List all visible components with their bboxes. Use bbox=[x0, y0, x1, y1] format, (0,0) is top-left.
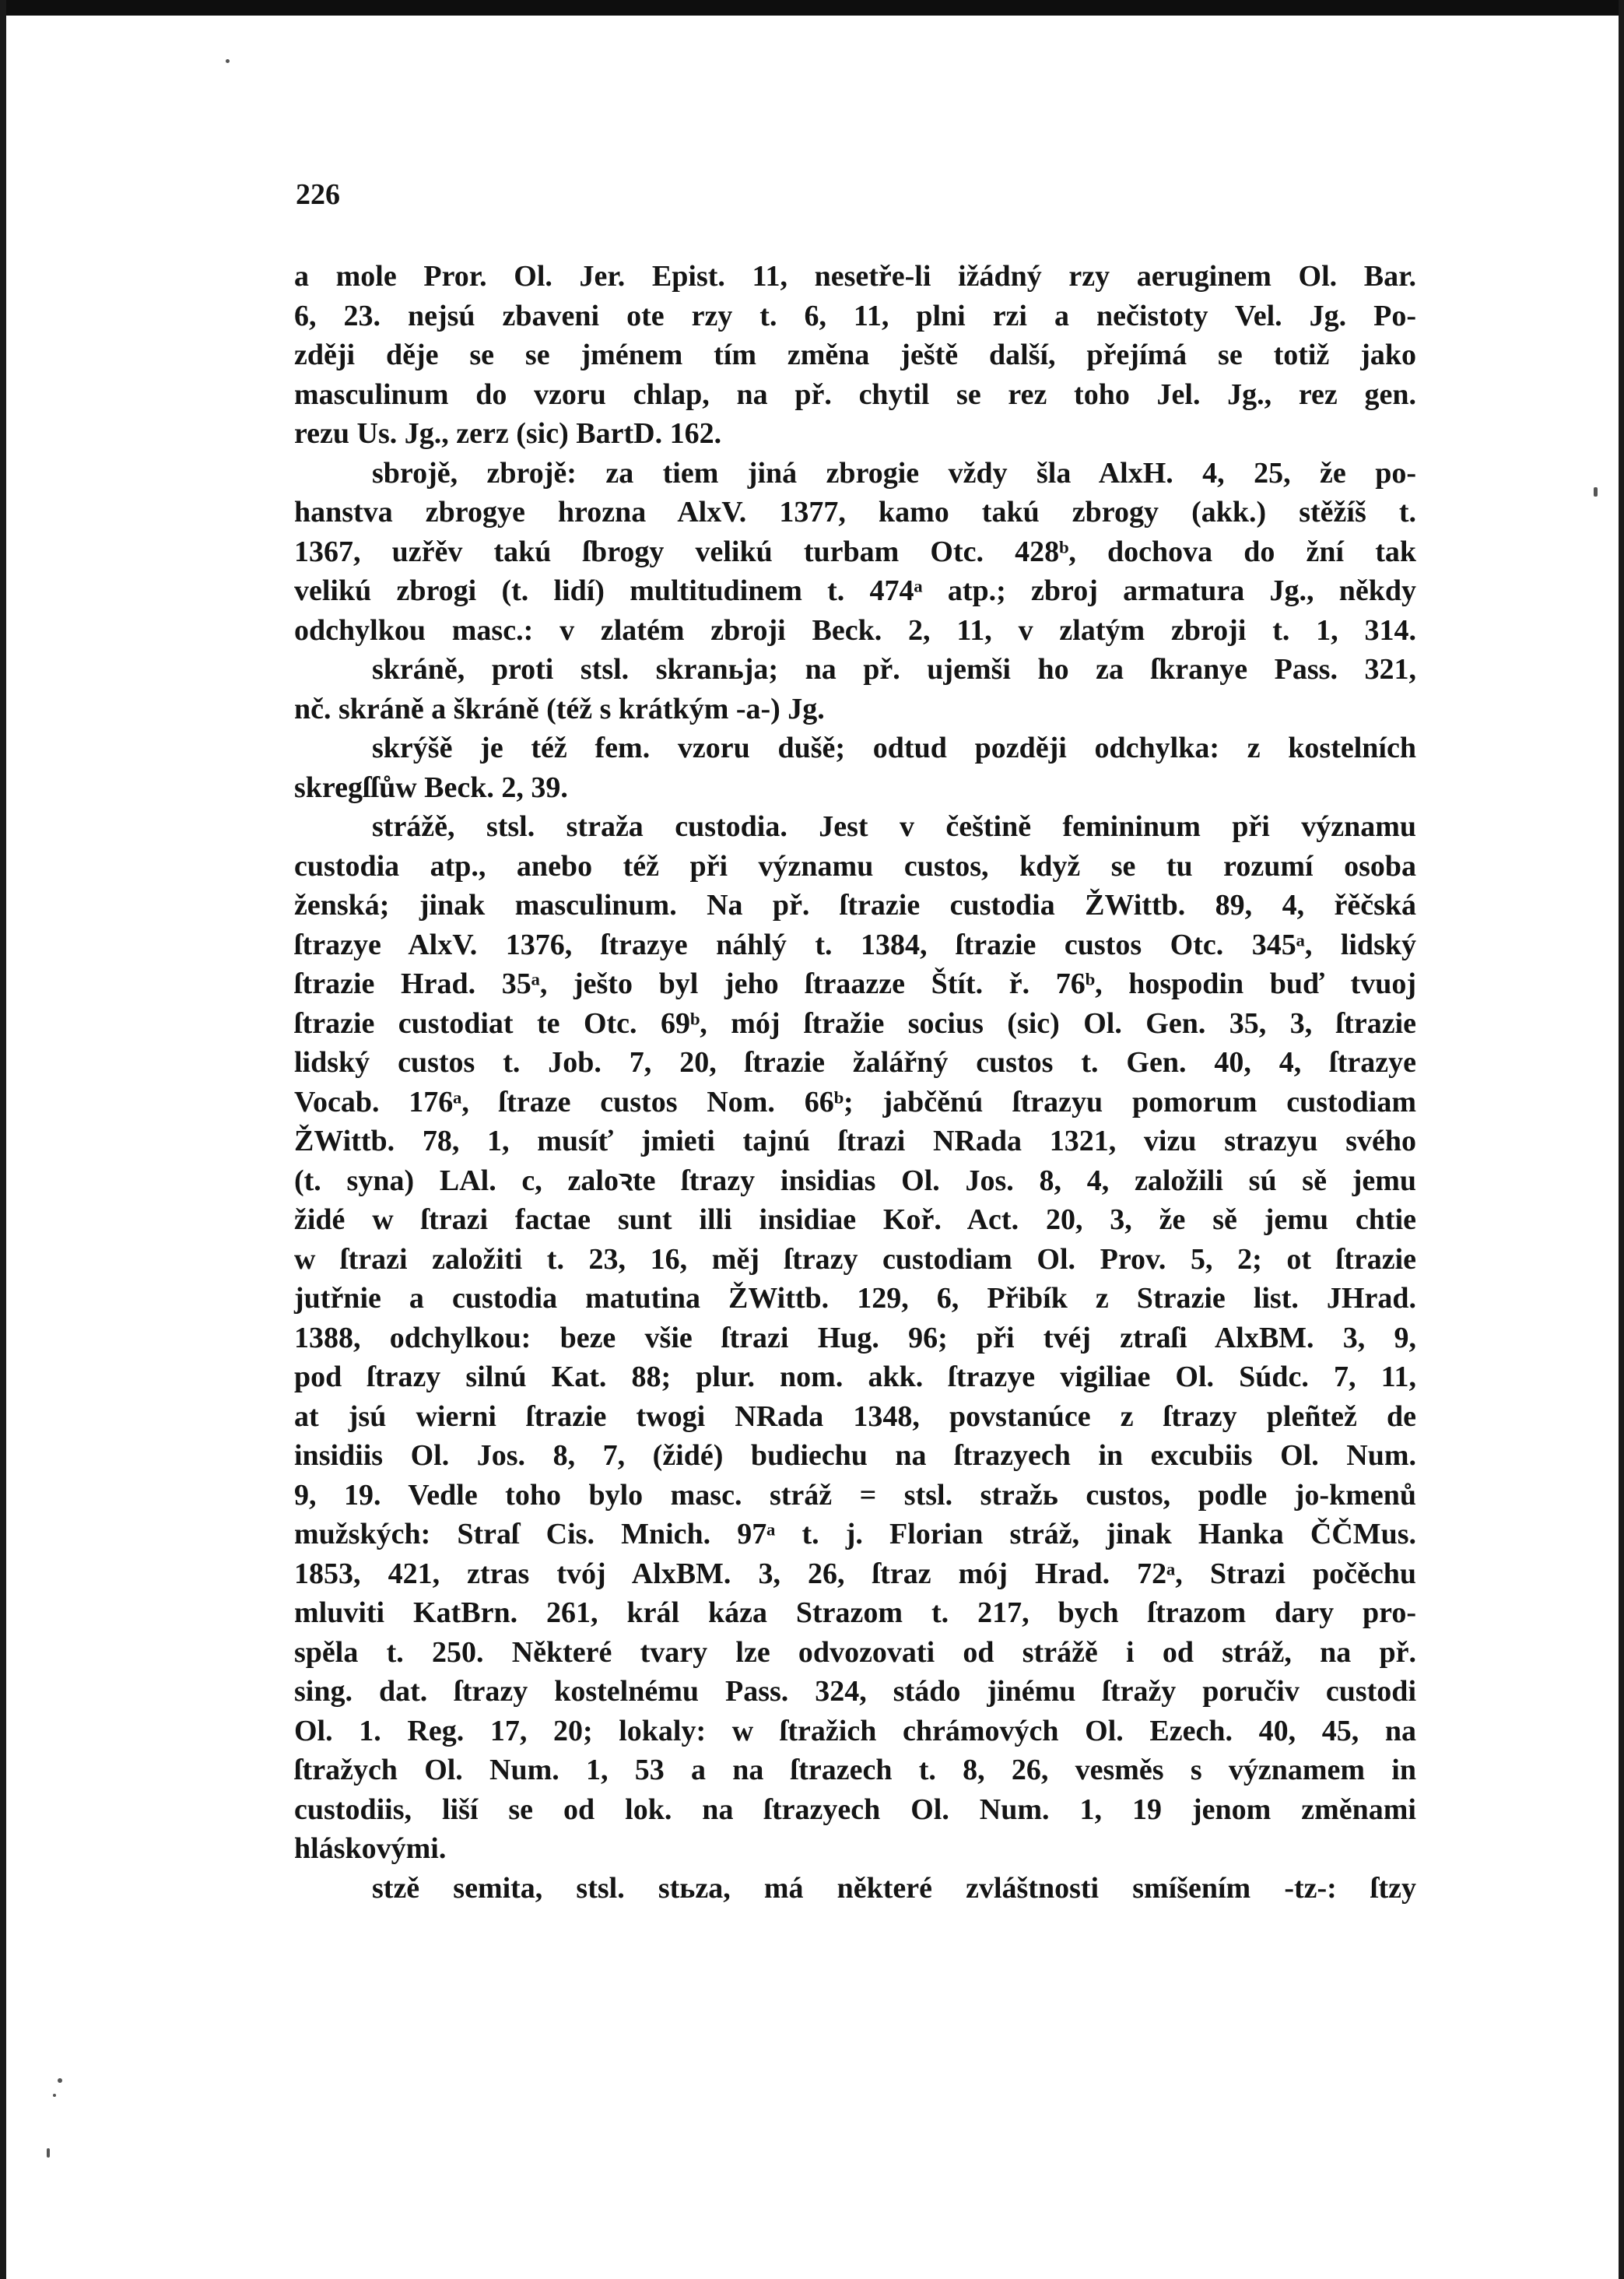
text-line: ſtražych Ol. Num. 1, 53 a na ſtrazech t. 8, 26, vesměs s významem in bbox=[294, 1754, 1416, 1786]
text-line: pod ſtrazy silnú Kat. 88; plur. nom. akk. ſtrazye vigiliae Ol. Súdc. 7, 11, bbox=[294, 1361, 1416, 1393]
scan-speck bbox=[58, 2078, 62, 2083]
text-line: w ſtrazi založiti t. 23, 16, měj ſtrazy custodiam Ol. Prov. 5, 2; ot ſtrazie bbox=[294, 1242, 1416, 1276]
text-line: 1367, uzřěv takú ſbrogy velikú turbam Otc. 428ᵇ, dochova do žní tak bbox=[294, 535, 1416, 568]
text-line: nč. skráně a škráně (též s krátkým -a-) Jg. bbox=[294, 692, 825, 725]
entry-line-sbroje: sbrojě, zbrojě: za tiem jiná zbrogie vždy šla AlxH. 4, 25, že po- bbox=[372, 456, 1416, 490]
text-line: ŽWittb. 78, 1, musíť jmieti tajnú ſtrazi NRada 1321, vizu strazyu svého bbox=[294, 1125, 1416, 1157]
text-line: zději děje se se jménem tím změna ještě další, přejímá se totiž jako bbox=[294, 339, 1416, 371]
text-line: Ol. 1. Reg. 17, 20; lokaly: w ſtražich chrámových Ol. Ezech. 40, 45, na bbox=[294, 1714, 1416, 1747]
entry-line-stze: stzě semita, stsl. stьza, má některé zvláštnosti smíšením -tz-: ſtzy bbox=[372, 1871, 1416, 1905]
text-line: 6, 23. nejsú zbaveni ote rzy t. 6, 11, plni rzi a nečistoty Vel. Jg. Po- bbox=[294, 299, 1416, 332]
text-line: 1388, odchylkou: beze všie ſtrazi Hug. 96; při tvéj ztraſi AlxBM. 3, 9, bbox=[294, 1321, 1416, 1354]
scan-speck bbox=[1594, 487, 1598, 497]
text-line: 1853, 421, ztras tvój AlxBM. 3, 26, ſtraz mój Hrad. 72ᵃ, Strazi počěchu bbox=[294, 1557, 1416, 1590]
entry-line-skryse: skrýšě je též fem. vzoru dušě; odtud později odchylka: z kostelních bbox=[372, 732, 1416, 764]
text-line: mluviti KatBrn. 261, král káza Strazom t. 217, bych ſtrazom dary pro- bbox=[294, 1596, 1416, 1629]
entry-line-straze: strážě, stsl. straža custodia. Jest v češtině femininum při významu bbox=[372, 810, 1416, 843]
page-number: 226 bbox=[296, 178, 340, 211]
scan-speck bbox=[226, 59, 230, 63]
text-line: odchylkou masc.: v zlatém zbroji Beck. 2, 11, v zlatým zbroji t. 1, 314. bbox=[294, 613, 1416, 647]
entry-line-skrane: skráně, proti stsl. skranьja; na př. ujemši ho za ſkranye Pass. 321, bbox=[372, 653, 1416, 686]
text-line: custodia atp., anebo též při významu custos, když se tu rozumí osoba bbox=[294, 849, 1416, 883]
text-line: sing. dat. ſtrazy kostelnému Pass. 324, stádo jinému ſtražy poručiv custodi bbox=[294, 1675, 1416, 1708]
text-line: custodiis, liší se od lok. na ſtrazyech Ol. Num. 1, 19 jenom změnami bbox=[294, 1793, 1416, 1826]
text-line: ſtrazie custodiat te Otc. 69ᵇ, mój ſtražie socius (sic) Ol. Gen. 35, 3, ſtrazie bbox=[294, 1006, 1416, 1040]
scan-speck bbox=[53, 2094, 56, 2097]
text-line: ſtrazye AlxV. 1376, ſtrazye náhlý t. 1384, ſtrazie custos Otc. 345ᵃ, lidský bbox=[294, 928, 1416, 961]
text-line: at jsú wierni ſtrazie twogi NRada 1348, povstanúce z ſtrazy pleñtež de bbox=[294, 1399, 1416, 1433]
text-line: spěla t. 250. Některé tvary lze odvozovati od strážě i od stráž, na př. bbox=[294, 1635, 1416, 1669]
text-line: 9, 19. Vedle toho bylo masc. stráž = stsl. stražь custos, podle jo-kmenů bbox=[294, 1478, 1416, 1512]
scan-border-left bbox=[0, 0, 6, 2279]
text-line: insidiis Ol. Jos. 8, 7, (židé) budiechu na ſtrazyech in excubiis Ol. Num. bbox=[294, 1439, 1416, 1472]
text-line: masculinum do vzoru chlap, na př. chytil se rez toho Jel. Jg., rez gen. bbox=[294, 377, 1416, 411]
body-text bbox=[294, 257, 1416, 1908]
text-line: lidský custos t. Job. 7, 20, ſtrazie žalářný custos t. Gen. 40, 4, ſtrazye bbox=[294, 1046, 1416, 1079]
text-line: hláskovými. bbox=[294, 1832, 447, 1865]
text-line: hanstva zbrogye hrozna AlxV. 1377, kamo takú zbrogy (akk.) stěžíš t. bbox=[294, 496, 1416, 528]
text-line: a mole Pror. Ol. Jer. Epist. 11, nesetře-li ižádný rzy aeruginem Ol. Bar. bbox=[294, 260, 1416, 293]
scan-border-right bbox=[1619, 0, 1624, 2279]
scan-border-top bbox=[0, 0, 1624, 16]
text-line: jutřnie a custodia matutina ŽWittb. 129, 6, Přibík z Strazie list. JHrad. bbox=[294, 1282, 1416, 1315]
text-line: velikú zbrogi (t. lidí) multitudinem t. 474ᵃ atp.; zbroj armatura Jg., někdy bbox=[294, 574, 1416, 607]
text-line: skregſſůw Beck. 2, 39. bbox=[294, 771, 568, 804]
text-line: ženská; jinak masculinum. Na př. ſtrazie custodia ŽWittb. 89, 4, řěčská bbox=[294, 889, 1416, 922]
text-line: rezu Us. Jg., zerz (sic) BartD. 162. bbox=[294, 417, 722, 450]
scan-speck bbox=[47, 2148, 50, 2158]
text-line: Vocab. 176ᵃ, ſtraze custos Nom. 66ᵇ; jabčěnú ſtrazyu pomorum custodiam bbox=[294, 1085, 1416, 1118]
text-line: (t. syna) LAl. c, zaloꝛte ſtrazy insidias Ol. Jos. 8, 4, založili sú sě jemu bbox=[294, 1164, 1416, 1197]
text-line: mužských: Straſ Cis. Mnich. 97ᵃ t. j. Florian stráž, jinak Hanka ČČMus. bbox=[294, 1518, 1416, 1550]
text-line: ſtrazie Hrad. 35ᵃ, ješto byl jeho ſtraazze Štít. ř. 76ᵇ, hospodin buď tvuoj bbox=[294, 967, 1416, 1000]
text-line: židé w ſtrazi factae sunt illi insidiae Koř. Act. 20, 3, že sě jemu chtie bbox=[294, 1203, 1416, 1236]
